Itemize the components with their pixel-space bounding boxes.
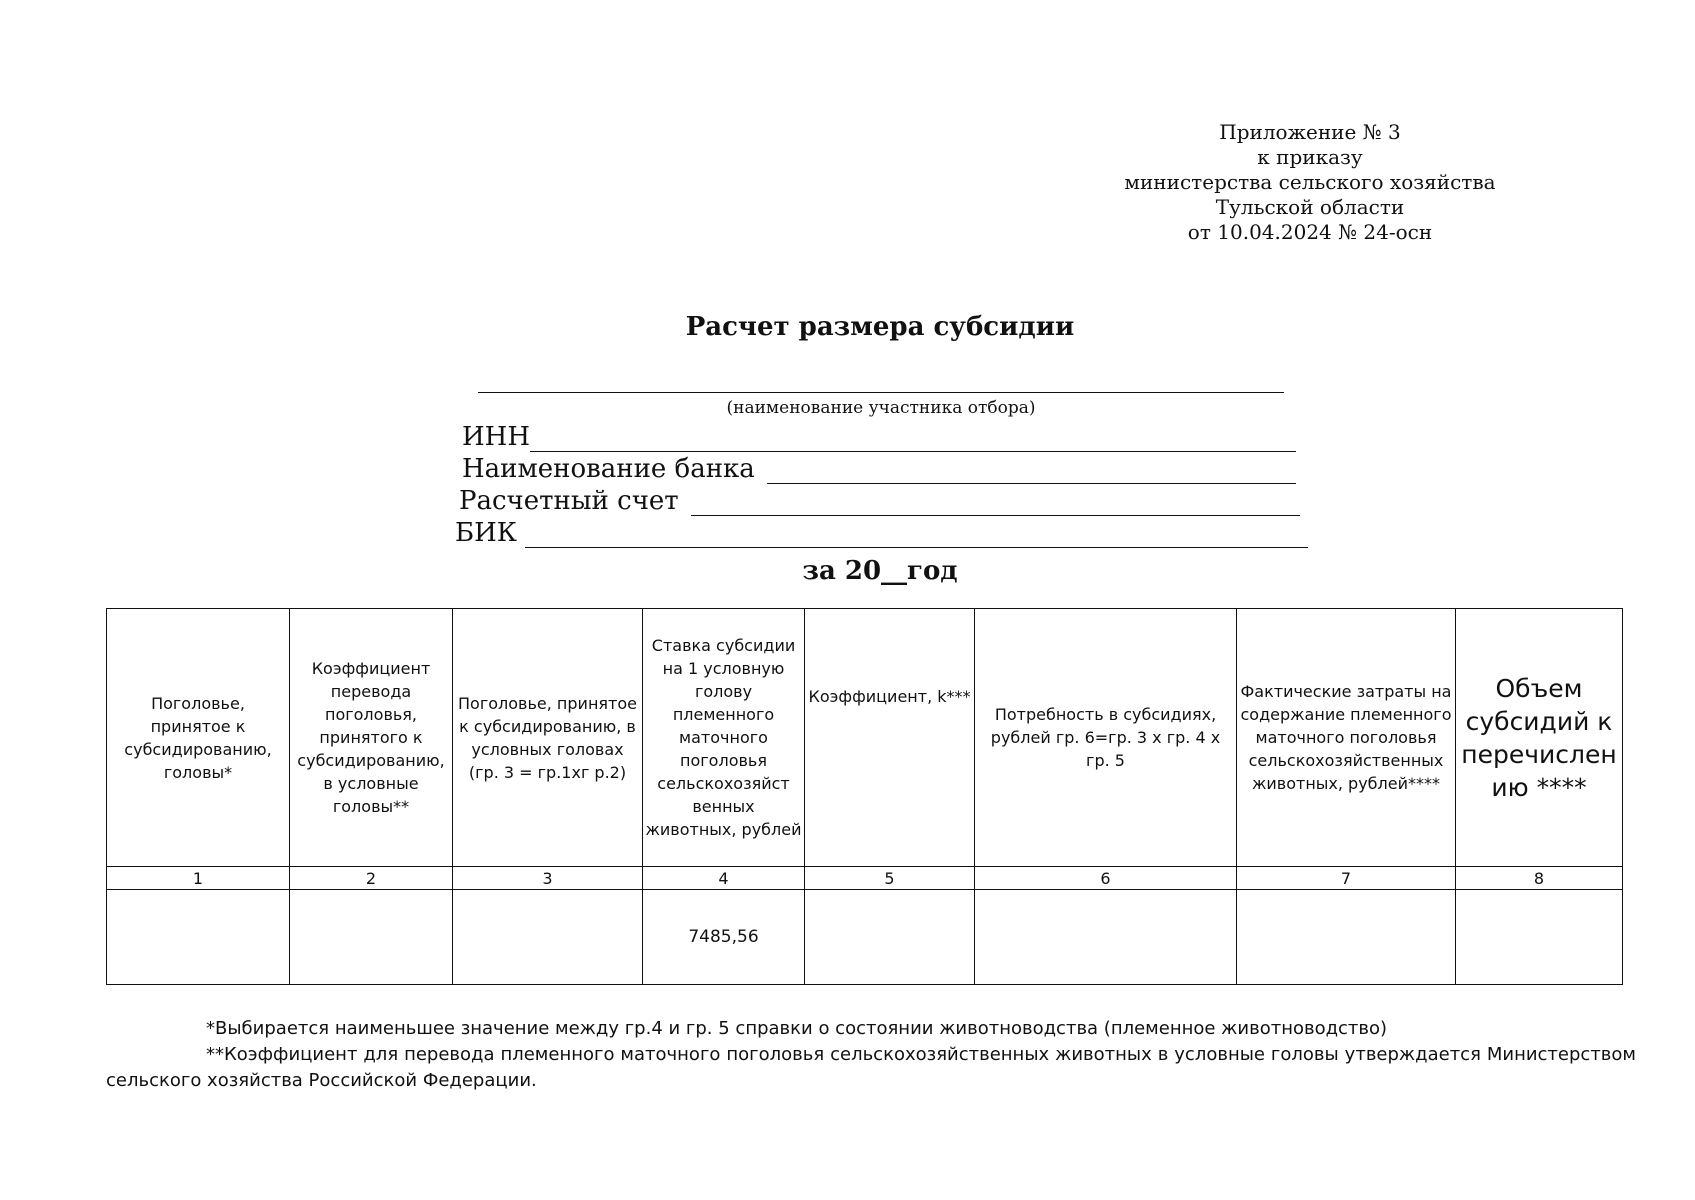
document-title: Расчет размера субсидии [685, 312, 1075, 342]
account-label: Расчетный счет [459, 486, 679, 516]
inn-label: ИНН [462, 422, 531, 452]
column-number: 8 [1456, 867, 1623, 890]
column-number: 6 [975, 867, 1237, 890]
column-number: 4 [643, 867, 805, 890]
appendix-line-4: Тульской области [1215, 195, 1405, 219]
appendix-line-3: министерства сельского хозяйства [1124, 170, 1496, 194]
appendix-line-1: Приложение № 3 [1219, 120, 1401, 144]
appendix-line-2: к приказу [1257, 145, 1363, 169]
table-cell [290, 890, 453, 985]
header-cell: Объем субсидий к перечислен ию **** [1456, 609, 1623, 867]
column-number: 7 [1237, 867, 1456, 890]
table-cell [1237, 890, 1456, 985]
header-row [107, 609, 1623, 867]
table-row [107, 890, 1623, 985]
column-number: 3 [453, 867, 643, 890]
subsidy-table [106, 608, 1623, 985]
column-number: 5 [805, 867, 975, 890]
account-line [691, 493, 1300, 516]
header-cell: Фактические затраты на содержание племенного маточного поголовья сельскохозяйственных животных, рублей**** [1237, 609, 1456, 867]
bank-label: Наименование банка [462, 454, 755, 484]
header-cell: Потребность в субсидиях, рублей гр. 6=гр. 3 х гр. 4 х гр. 5 [975, 609, 1237, 867]
bik-label: БИК [455, 518, 517, 548]
year-label: за 20__год [802, 556, 958, 586]
inn-line [530, 429, 1296, 452]
account-field [459, 486, 1300, 516]
subsidy-rate-cell: 7485,56 [643, 890, 805, 985]
table-cell [107, 890, 290, 985]
column-number-row [107, 867, 1623, 890]
column-number: 1 [107, 867, 290, 890]
appendix-block [1100, 120, 1520, 245]
bank-line [767, 461, 1296, 484]
column-number: 2 [290, 867, 453, 890]
participant-name-line [478, 392, 1284, 393]
inn-field [462, 422, 1296, 452]
bik-line [525, 525, 1308, 548]
header-cell: Ставка субсидии на 1 условную голову племенного маточного поголовья сельскохозяйст венных животных, рублей [643, 609, 805, 867]
participant-caption: (наименование участника отбора) [726, 398, 1036, 418]
bik-field [455, 518, 1308, 548]
header-cell: Коэффициент, k*** [805, 609, 975, 867]
table-cell [1456, 890, 1623, 985]
table-cell [453, 890, 643, 985]
header-cell: Коэффициент перевода поголовья, принятого к субсидированию, в условные головы** [290, 609, 453, 867]
footnotes [106, 1016, 1636, 1094]
bank-field [462, 454, 1296, 484]
header-cell: Поголовье, принятое к субсидированию, в условных головах (гр. 3 = гр.1хг р.2) [453, 609, 643, 867]
table-cell [975, 890, 1237, 985]
header-cell: Поголовье, принятое к субсидированию, головы* [107, 609, 290, 867]
appendix-line-5: от 10.04.2024 № 24-осн [1187, 220, 1433, 244]
table-cell [805, 890, 975, 985]
footnote-2: **Коэффициент для перевода племенного маточного поголовья сельскохозяйственных животных в условные головы утверждается Министерством сельского хозяйства Российской Федерации. [106, 1044, 1636, 1091]
footnote-1: *Выбирается наименьшее значение между гр.4 и гр. 5 справки о состоянии животноводства (племенное животноводство) [206, 1018, 1388, 1039]
